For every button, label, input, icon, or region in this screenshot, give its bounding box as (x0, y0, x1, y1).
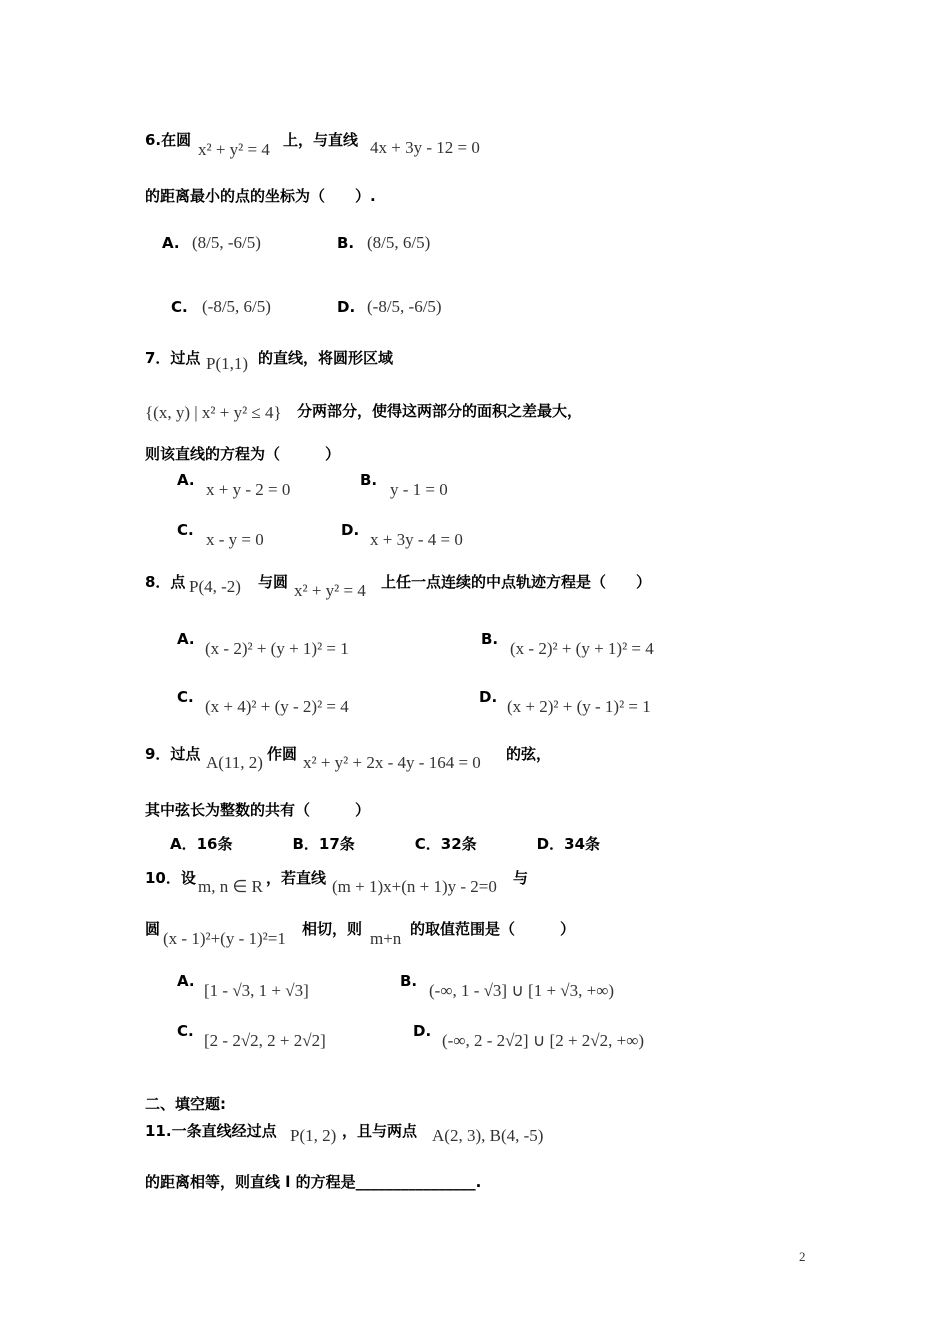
q10-line2-mid: 相切，则 (302, 920, 363, 938)
q6-option-b-label: B. (337, 234, 355, 252)
q11-mid-text: ，且与两点 (342, 1122, 418, 1140)
q9-options: A．16条 B．17条 C．32条 D．34条 (170, 835, 600, 853)
q7-question-text: 则该直线的方程为（ ） (145, 445, 341, 463)
q11-question-text: 的距离相等，则直线 l 的方程是________________. (145, 1173, 482, 1191)
q6-mid-text: 上，与直线 (283, 131, 359, 149)
q11-point: P(1, 2) (290, 1126, 337, 1145)
q10-suffix: 与 (513, 869, 529, 887)
q8-option-b-label: B. (481, 630, 499, 648)
q7-option-d: x + 3y - 4 = 0 (370, 530, 463, 549)
q9-mid-text: 作圆 (267, 745, 298, 763)
q6-circle-equation: x² + y² = 4 (198, 140, 270, 159)
q6-option-b: (8/5, 6/5) (367, 233, 431, 252)
q8-mid-text: 与圆 (258, 573, 289, 591)
q6-question-text: 的距离最小的点的坐标为（ ）. (145, 187, 376, 205)
q7-option-b-label: B. (360, 471, 378, 489)
q7-point: P(1,1) (206, 354, 249, 373)
q7-prefix: 7．过点 (145, 349, 201, 367)
q6-option-d-label: D. (337, 298, 356, 316)
q7-suffix: 的直线，将圆形区域 (258, 349, 394, 367)
q8-option-c: (x + 4)² + (y - 2)² = 4 (205, 697, 349, 716)
q9-question-text: 其中弦长为整数的共有（ ） (145, 801, 371, 819)
q10-condition: m, n ∈ R (198, 877, 263, 896)
q9-circle-equation: x² + y² + 2x - 4y - 164 = 0 (303, 753, 481, 772)
q11-prefix: 11.一条直线经过点 (145, 1122, 277, 1140)
q8-option-d-label: D. (479, 688, 498, 706)
q10-option-b-label: B. (400, 972, 418, 990)
q8-prefix: 8．点 (145, 573, 186, 591)
q11-points: A(2, 3), B(4, -5) (432, 1126, 544, 1145)
q10-option-d: (-∞, 2 - 2√2] ∪ [2 + 2√2, +∞) (442, 1031, 644, 1050)
q10-circle-equation: (x - 1)²+(y - 1)²=1 (163, 929, 286, 948)
q10-line2-prefix: 圆 (145, 920, 161, 938)
q7-option-c: x - y = 0 (206, 530, 264, 549)
q8-option-d: (x + 2)² + (y - 1)² = 1 (507, 697, 651, 716)
q10-option-c: [2 - 2√2, 2 + 2√2] (204, 1031, 326, 1050)
q7-option-a: x + y - 2 = 0 (206, 480, 291, 499)
q10-expression: m+n (370, 929, 402, 948)
q7-region: {(x, y) | x² + y² ≤ 4} (145, 403, 282, 422)
q6-option-a: (8/5, -6/5) (192, 233, 261, 252)
q10-option-d-label: D. (413, 1022, 432, 1040)
q6-line-equation: 4x + 3y - 12 = 0 (370, 138, 480, 157)
q8-option-a-label: A. (177, 630, 195, 648)
q8-suffix: 上任一点连续的中点轨迹方程是（ ） (381, 573, 652, 591)
q10-option-b: (-∞, 1 - √3] ∪ [1 + √3, +∞) (429, 981, 614, 1000)
q8-point: P(4, -2) (189, 577, 241, 596)
q8-option-b: (x - 2)² + (y + 1)² = 4 (510, 639, 654, 658)
page-number: 2 (799, 1249, 806, 1264)
q8-option-a: (x - 2)² + (y + 1)² = 1 (205, 639, 349, 658)
section-heading: 二、填空题: (145, 1095, 226, 1113)
q8-option-c-label: C. (177, 688, 194, 706)
q6-option-c: (-8/5, 6/5) (202, 297, 271, 316)
q8-circle-equation: x² + y² = 4 (294, 581, 366, 600)
q6-option-d: (-8/5, -6/5) (367, 297, 442, 316)
q10-option-a-label: A. (177, 972, 195, 990)
q6-option-c-label: C. (171, 298, 188, 316)
q10-option-c-label: C. (177, 1022, 194, 1040)
q7-option-b: y - 1 = 0 (390, 480, 448, 499)
q9-point: A(11, 2) (206, 753, 263, 772)
q7-option-d-label: D. (341, 521, 360, 539)
q7-option-a-label: A. (177, 471, 195, 489)
q6-option-a-label: A. (162, 234, 180, 252)
q10-prefix: 10．设 (145, 869, 196, 887)
q10-mid-text: ，若直线 (266, 869, 327, 887)
q7-option-c-label: C. (177, 521, 194, 539)
q9-suffix: 的弦， (506, 745, 552, 763)
q9-prefix: 9．过点 (145, 745, 201, 763)
q7-region-suffix: 分两部分，使得这两部分的面积之差最大， (297, 402, 583, 420)
q10-option-a: [1 - √3, 1 + √3] (204, 981, 309, 1000)
q10-question-text: 的取值范围是（ ） (410, 920, 576, 938)
q10-line-equation: (m + 1)x+(n + 1)y - 2=0 (332, 877, 497, 896)
q6-prefix: 6.在圆 (145, 131, 192, 149)
